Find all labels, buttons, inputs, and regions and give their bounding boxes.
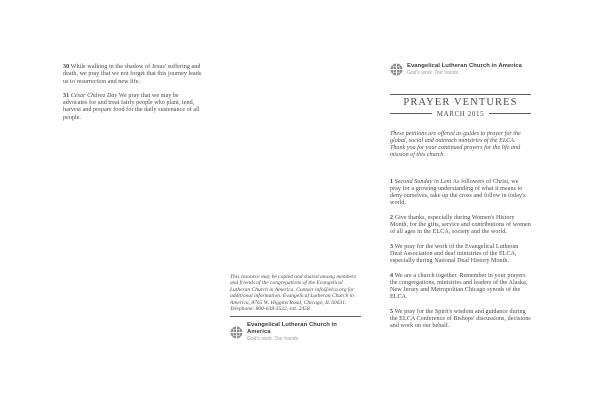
petition-number: 1	[390, 178, 394, 185]
publisher-block	[230, 274, 361, 342]
petition-paragraph	[390, 309, 531, 330]
petition-text: While walking in the shadow of Jesus' suffering and death, we pray that we not forget that this journey leads us to resurrection and new life.	[63, 64, 202, 85]
logo-text	[407, 63, 522, 77]
petition-paragraph	[390, 244, 531, 265]
issue-date-row	[390, 110, 531, 118]
petition-text: As followers of Christ, we pray for a growing understanding of what it means to deny ourselves, take up the cross and follow in today's world.	[390, 178, 526, 206]
petition-text: Give thanks, especially during Women's History Month, for the gifts, service and contributions of women of all ages in the ELCA, society and the world.	[390, 214, 531, 235]
petition-paragraph	[390, 215, 531, 236]
intro-paragraph: These petitions are offered as guides to prayer for the global, social and outreach ministries of the ELCA. Thank you for your continued prayers for the life and mission of this church.	[390, 130, 521, 158]
left-column-petitions	[63, 64, 203, 129]
petition-text: We pray for the Spirit's wisdom and guidance during the ELCA Conference of Bishops' discussions, decisions and work on our behalf.	[390, 308, 531, 329]
petition-number: 5	[390, 308, 394, 315]
elca-globe-cross-icon	[390, 63, 403, 76]
divider-rule	[230, 316, 361, 317]
logo-text	[247, 322, 361, 342]
front-panel	[390, 63, 531, 338]
rule-right	[489, 113, 531, 114]
petition-paragraph	[63, 93, 203, 122]
elca-globe-cross-icon	[230, 326, 243, 339]
org-name: Evangelical Lutheran Church in America	[407, 63, 522, 69]
petition-paragraph	[390, 273, 531, 301]
org-tagline: God's work. Our hands.	[247, 335, 300, 342]
petition-number: 2	[390, 214, 394, 221]
petition-number: 30	[63, 64, 70, 70]
petition-day-name: César Chávez Day	[70, 92, 118, 99]
petition-number: 31	[63, 92, 70, 99]
masthead	[390, 94, 531, 118]
petition-paragraph	[63, 64, 203, 86]
petition-paragraph	[390, 179, 531, 207]
publication-title: PRAYER VENTURES	[403, 96, 518, 108]
petition-entries	[390, 179, 531, 330]
issue-date: MARCH 2015	[436, 109, 485, 118]
org-name: Evangelical Lutheran Church in America	[247, 322, 337, 335]
petition-day-name: Second Sunday in Lent	[394, 178, 452, 185]
masthead-top-rule	[390, 94, 531, 95]
copyright-notice: This resource may be copied and shared among members and friends of the congregations of the Evangelical Lutheran Church in America. Contact info@elca.org for additional information. Evangelical Lutheran Church in America, 8765 W. Higgins Road, Chicago, IL 60631. Telephone: 800-638-3522, ext. 2458.	[230, 274, 357, 313]
rule-left	[390, 113, 432, 114]
elca-logo-lockup	[230, 322, 361, 342]
petition-text: We pray that we may be advocates for and treat fairly people who plant, tend, harvest and prepare food for the daily sustenance of all people.	[63, 92, 200, 121]
petition-number: 4	[390, 272, 394, 279]
petition-number: 3	[390, 243, 394, 250]
petition-text: We pray for the work of the Evangelical Lutheran Deaf Association and deaf ministries of the ELCA, especially during National Deaf History Month.	[390, 243, 519, 264]
elca-logo-lockup	[390, 63, 531, 77]
org-tagline: God's work. Our hands.	[407, 70, 460, 76]
petition-text: We are a church together. Remember in your prayers the congregations, ministries and leaders of the Alaska, New Jersey and Metropolitan Chicago synods of the ELCA.	[390, 272, 528, 300]
